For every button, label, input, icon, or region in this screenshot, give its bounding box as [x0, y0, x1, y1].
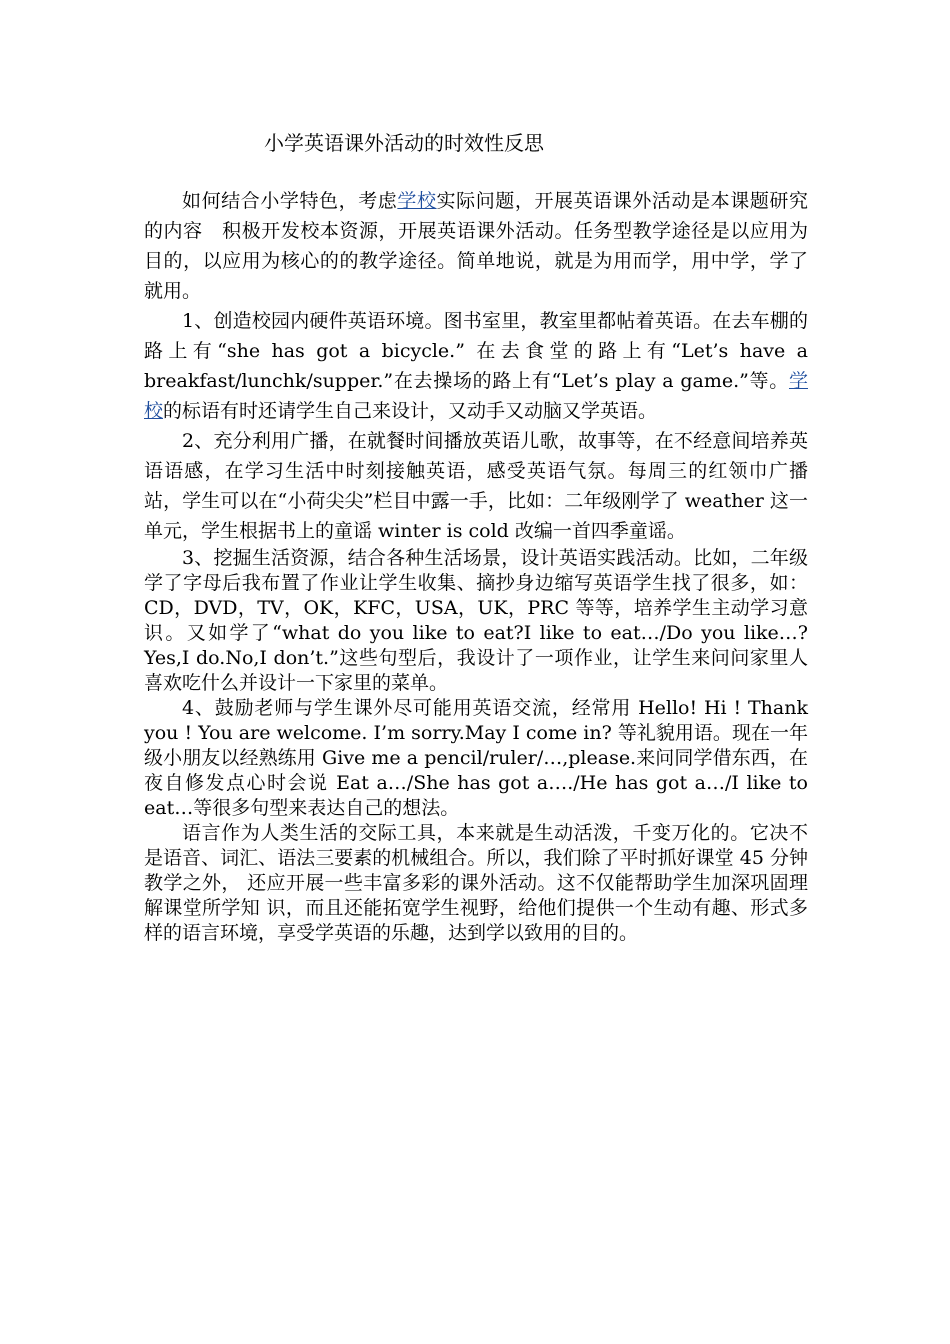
paragraph-item-1 — [144, 306, 808, 426]
paragraph-item-4: 4、鼓励老师与学生课外尽可能用英语交流，经常用 Hello! Hi ! Thank you ! You are welcome. I’m sorry.May I come in? 等礼貌用语。现在一年级小朋友以经熟练用 Give me a pencil/ruler/…,please.来问同学借东西，在夜自修发点心时会说 Eat a…/She has got a…./He has got a…/I like to eat…等很多句型来表达自己的想法。 — [144, 697, 808, 819]
paragraph-intro-text-a: 如何结合小学特色，考虑 — [182, 190, 398, 212]
paragraph-item-3: 3、挖掘生活资源，结合各种生活场景，设计英语实践活动。比如，二年级学了字母后我布置了作业让学生收集、摘抄身边缩写英语学生找了很多，如：CD，DVD，TV，OK，KFC，USA，UK，PRC 等等，培养学生主动学习意识。又如学了“what do you like to eat?I like to eat…/Do you like…?Yes,I do.No,I don’t.”这些句型后，我设计了一项作业，让学生来问问家里人喜欢吃什么并设计一下家里的菜单。 — [144, 547, 808, 694]
paragraph-conclusion: 语言作为人类生活的交际工具，本来就是生动活泼，千变万化的。它决不是语音、词汇、语法三要素的机械组合。所以，我们除了平时抓好课堂 45 分钟教学之外， 还应开展一些丰富多彩的课外活动。这不仅能帮助学生加深巩固理解课堂所学知 识，而且还能拓宽学生视野，给他们提供一个生动有趣、形式多样的语言环境，享受学英语的乐趣，达到学以致用的目的。 — [144, 822, 808, 944]
paragraph-intro — [144, 186, 808, 306]
document-body — [144, 186, 808, 946]
paragraph-intro-text-b: 实际问题，开展英语课外活动是本课题研究的内容 积极开发校本资源，开展英语课外活动。任务型教学途径是以应用为目的，以应用为核心的的教学途径。简单地说，就是为用而学，用中学，学了就用。 — [144, 190, 808, 302]
paragraph-item-1-text-a: 1、创造校园内硬件英语环境。图书室里，教室里都帖着英语。在去车棚的路上有“she has got a bicycle.” 在去食堂的路上有“Let’s have a breakfast/lunchk/supper.”在去操场的路上有“Let’s play a game.”等。 — [144, 310, 808, 392]
school-link[interactable]: 学校 — [144, 370, 808, 422]
school-link[interactable]: 学校 — [397, 190, 437, 212]
document-title: 小学英语课外活动的时效性反思 — [264, 131, 544, 155]
paragraph-item-2: 2、充分利用广播，在就餐时间播放英语儿歌，故事等，在不经意间培养英语语感，在学习生活中时刻接触英语，感受英语气氛。每周三的红领巾广播站，学生可以在“小荷尖尖”栏目中露一手，比如：二年级刚学了 weather 这一单元，学生根据书上的童谣 winter is cold 改编一首四季童谣。 — [144, 430, 808, 542]
paragraph-item-1-text-b: 的标语有时还请学生自己来设计，又动手又动脑又学英语。 — [163, 400, 658, 422]
